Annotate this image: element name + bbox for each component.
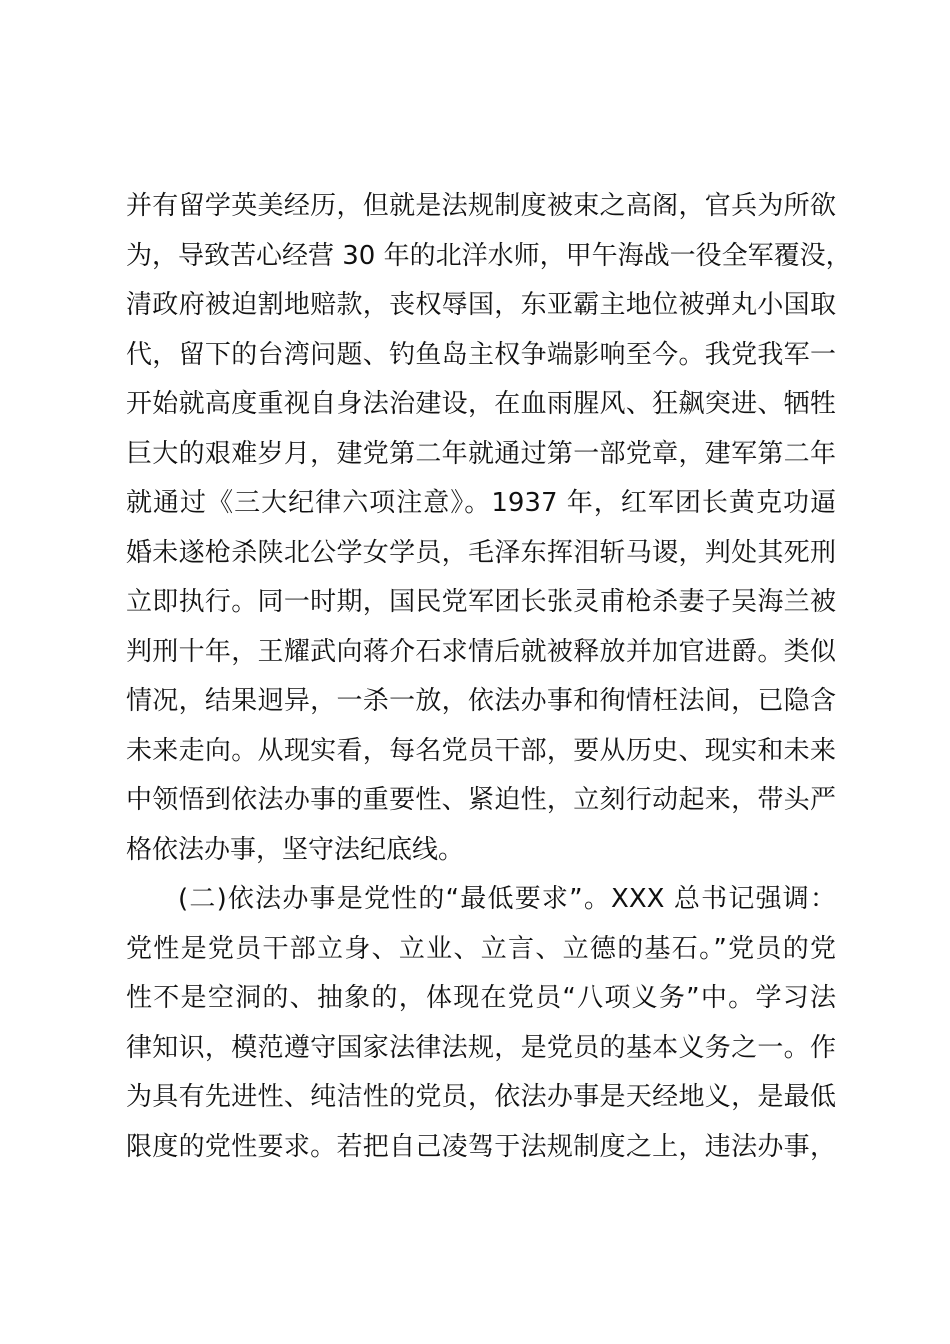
paragraph-line: 开始就高度重视自身法治建设，在血雨腥风、狂飙突进、牺牲 [126,389,836,419]
paragraph-line: 为，导致苦心经营 30 年的北洋水师，甲午海战一役全军覆没， [126,240,852,271]
paragraph-line: 为具有先进性、纯洁性的党员，依法办事是天经地义，是最低 [126,1082,836,1112]
paragraph-line: 代，留下的台湾问题、钓鱼岛主权争端影响至今。我党我军一 [126,339,836,370]
paragraph-line: 律知识，模范遵守国家法律法规，是党员的基本义务之一。作 [126,1032,836,1063]
paragraph-line: 情况，结果迥异，一杀一放，依法办事和徇情枉法间，已隐含 [126,686,836,716]
paragraph-line: 中领悟到依法办事的重要性、紧迫性，立刻行动起来，带头严 [126,785,836,815]
paragraph-2 [126,875,836,1172]
paragraph-line: 清政府被迫割地赔款，丧权辱国，东亚霸主地位被弹丸小国取 [126,290,836,320]
paragraph-line: 立即执行。同一时期，国民党军团长张灵甫枪杀妻子吴海兰被 [126,587,836,617]
paragraph-line: 性不是空洞的、抽象的，体现在党员“八项义务”中。学习法 [126,983,836,1013]
document-body [126,182,852,1172]
paragraph-line: 就通过《三大纪律六项注意》。1937 年，红军团长黄克功逼 [126,488,836,518]
paragraph-line: 并有留学英美经历，但就是法规制度被束之高阁，官兵为所欲 [126,191,836,221]
paragraph-line: 巨大的艰难岁月，建党第二年就通过第一部党章，建军第二年 [126,438,836,469]
paragraph-line: 格依法办事，坚守法纪底线。 [126,834,465,865]
paragraph-line: 限度的党性要求。若把自己凌驾于法规制度之上，违法办事， [126,1131,836,1162]
paragraph-line: 未来走向。从现实看，每名党员干部，要从历史、现实和未来 [126,735,836,766]
paragraph-line: 婚未遂枪杀陕北公学女学员，毛泽东挥泪斩马谡，判处其死刑 [126,537,836,568]
section-heading-line: (二)依法办事是党性的“最低要求”。XXX 总书记强调： [178,884,836,914]
paragraph-line: 判刑十年，王耀武向蒋介石求情后就被释放并加官进爵。类似 [126,636,836,667]
paragraph-1 [126,182,852,875]
paragraph-line: 党性是党员干部立身、立业、立言、立德的基石。”党员的党 [126,933,836,964]
